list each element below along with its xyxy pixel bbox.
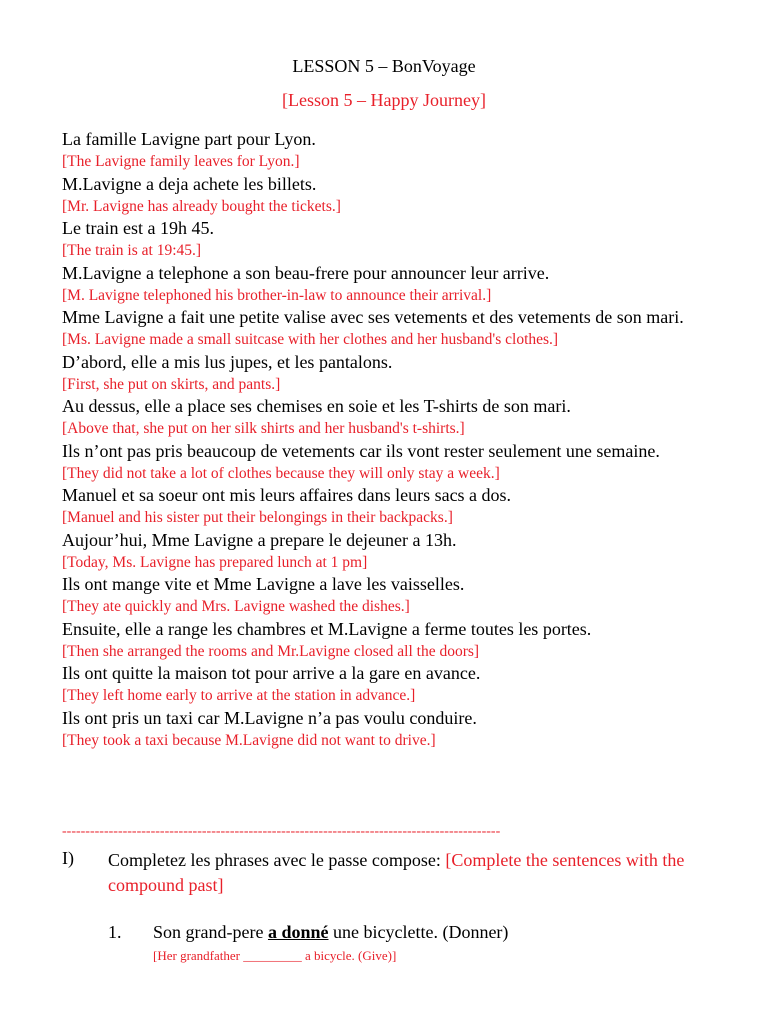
- fr-line-3: Le train est a 19h 45.: [62, 218, 214, 238]
- fr-line-9: Manuel et sa soeur ont mis leurs affaires dans leurs sacs a dos.: [62, 485, 512, 505]
- fr-line-2: M.Lavigne a deja achete les billets.: [62, 173, 317, 194]
- fr-line-5: Mme Lavigne a fait une petite valise avec ses vetements et des vetements de son mari.: [62, 307, 684, 327]
- exercise-number: I): [62, 848, 74, 868]
- en-line-5: [Ms. Lavigne made a small suitcase with her clothes and her husband's clothes.]: [62, 331, 559, 348]
- fr-line-4: M.Lavigne a telephone a son beau-frere pour announcer leur arrive.: [62, 262, 550, 283]
- fr-line-12: Ensuite, elle a range les chambres et M.Lavigne a ferme toutes les portes.: [62, 618, 592, 639]
- en-line-11: [They ate quickly and Mrs. Lavigne washed the dishes.]: [62, 598, 410, 615]
- fr-line-14: Ils ont pris un taxi car M.Lavigne n’a pas voulu conduire.: [62, 707, 477, 728]
- en-line-4: [M. Lavigne telephoned his brother-in-law to announce their arrival.]: [62, 286, 492, 304]
- lesson-text: [62, 128, 703, 751]
- en-line-13: [They left home early to arrive at the station in advance.]: [62, 687, 416, 704]
- exercise-instruction-en: [Complete the sentences with the compound past]: [108, 850, 685, 895]
- en-line-14: [They took a taxi because M.Lavigne did not want to drive.]: [62, 731, 436, 749]
- fr-line-8: Ils n’ont pas pris beaucoup de vetements car ils vont rester seulement une semaine.: [62, 440, 660, 461]
- en-line-3: [The train is at 19:45.]: [62, 242, 202, 259]
- question-translation: [Her grandfather _________ a bicycle. (Give)]: [153, 948, 397, 963]
- en-line-1: [The Lavigne family leaves for Lyon.]: [62, 153, 300, 170]
- exercise-instruction-fr: Completez les phrases avec le passe compose:: [108, 850, 446, 870]
- fr-line-7: Au dessus, elle a place ses chemises en soie et les T-shirts de son mari.: [62, 396, 571, 416]
- question-after: une bicyclette. (Donner): [328, 922, 509, 942]
- fr-line-13: Ils ont quitte la maison tot pour arrive a la gare en avance.: [62, 663, 481, 683]
- en-line-7: [Above that, she put on her silk shirts and her husband's t-shirts.]: [62, 420, 465, 437]
- exercise-instruction: [108, 848, 703, 898]
- question-before: Son grand-pere: [153, 922, 268, 942]
- lesson-title-rest: 5 – BonVoyage: [360, 56, 476, 76]
- fr-line-6: D’abord, elle a mis lus jupes, et les pantalons.: [62, 351, 393, 372]
- fr-line-1: La famille Lavigne part pour Lyon.: [62, 129, 316, 149]
- question-number: 1.: [108, 922, 122, 942]
- lesson-title-bold: LESSON: [292, 56, 361, 76]
- question-sentence: [153, 922, 508, 943]
- en-line-6: [First, she put on skirts, and pants.]: [62, 375, 281, 393]
- en-line-9: [Manuel and his sister put their belongings in their backpacks.]: [62, 509, 453, 526]
- question-answer: a donné: [267, 922, 329, 942]
- en-line-8: [They did not take a lot of clothes because they will only stay a week.]: [62, 464, 500, 482]
- en-line-2: [Mr. Lavigne has already bought the tickets.]: [62, 197, 341, 215]
- fr-line-11: Ils ont mange vite et Mme Lavigne a lave les vaisselles.: [62, 574, 465, 594]
- fr-line-10: [62, 529, 703, 552]
- lesson-title: [0, 56, 768, 77]
- en-line-12: [Then she arranged the rooms and Mr.Lavigne closed all the doors]: [62, 642, 480, 660]
- separator-line: ----------------------------------------------------------------------------------------------: [62, 824, 501, 839]
- fr-line-10-rest: prepare le dejeuner a 13h.: [265, 529, 457, 550]
- lesson-subtitle: [Lesson 5 – Happy Journey]: [282, 90, 486, 110]
- fr-line-10-bold: Aujour’hui, Mme Lavigne a: [62, 529, 266, 550]
- en-line-10: [Today, Ms. Lavigne has prepared lunch at 1 pm]: [62, 553, 368, 571]
